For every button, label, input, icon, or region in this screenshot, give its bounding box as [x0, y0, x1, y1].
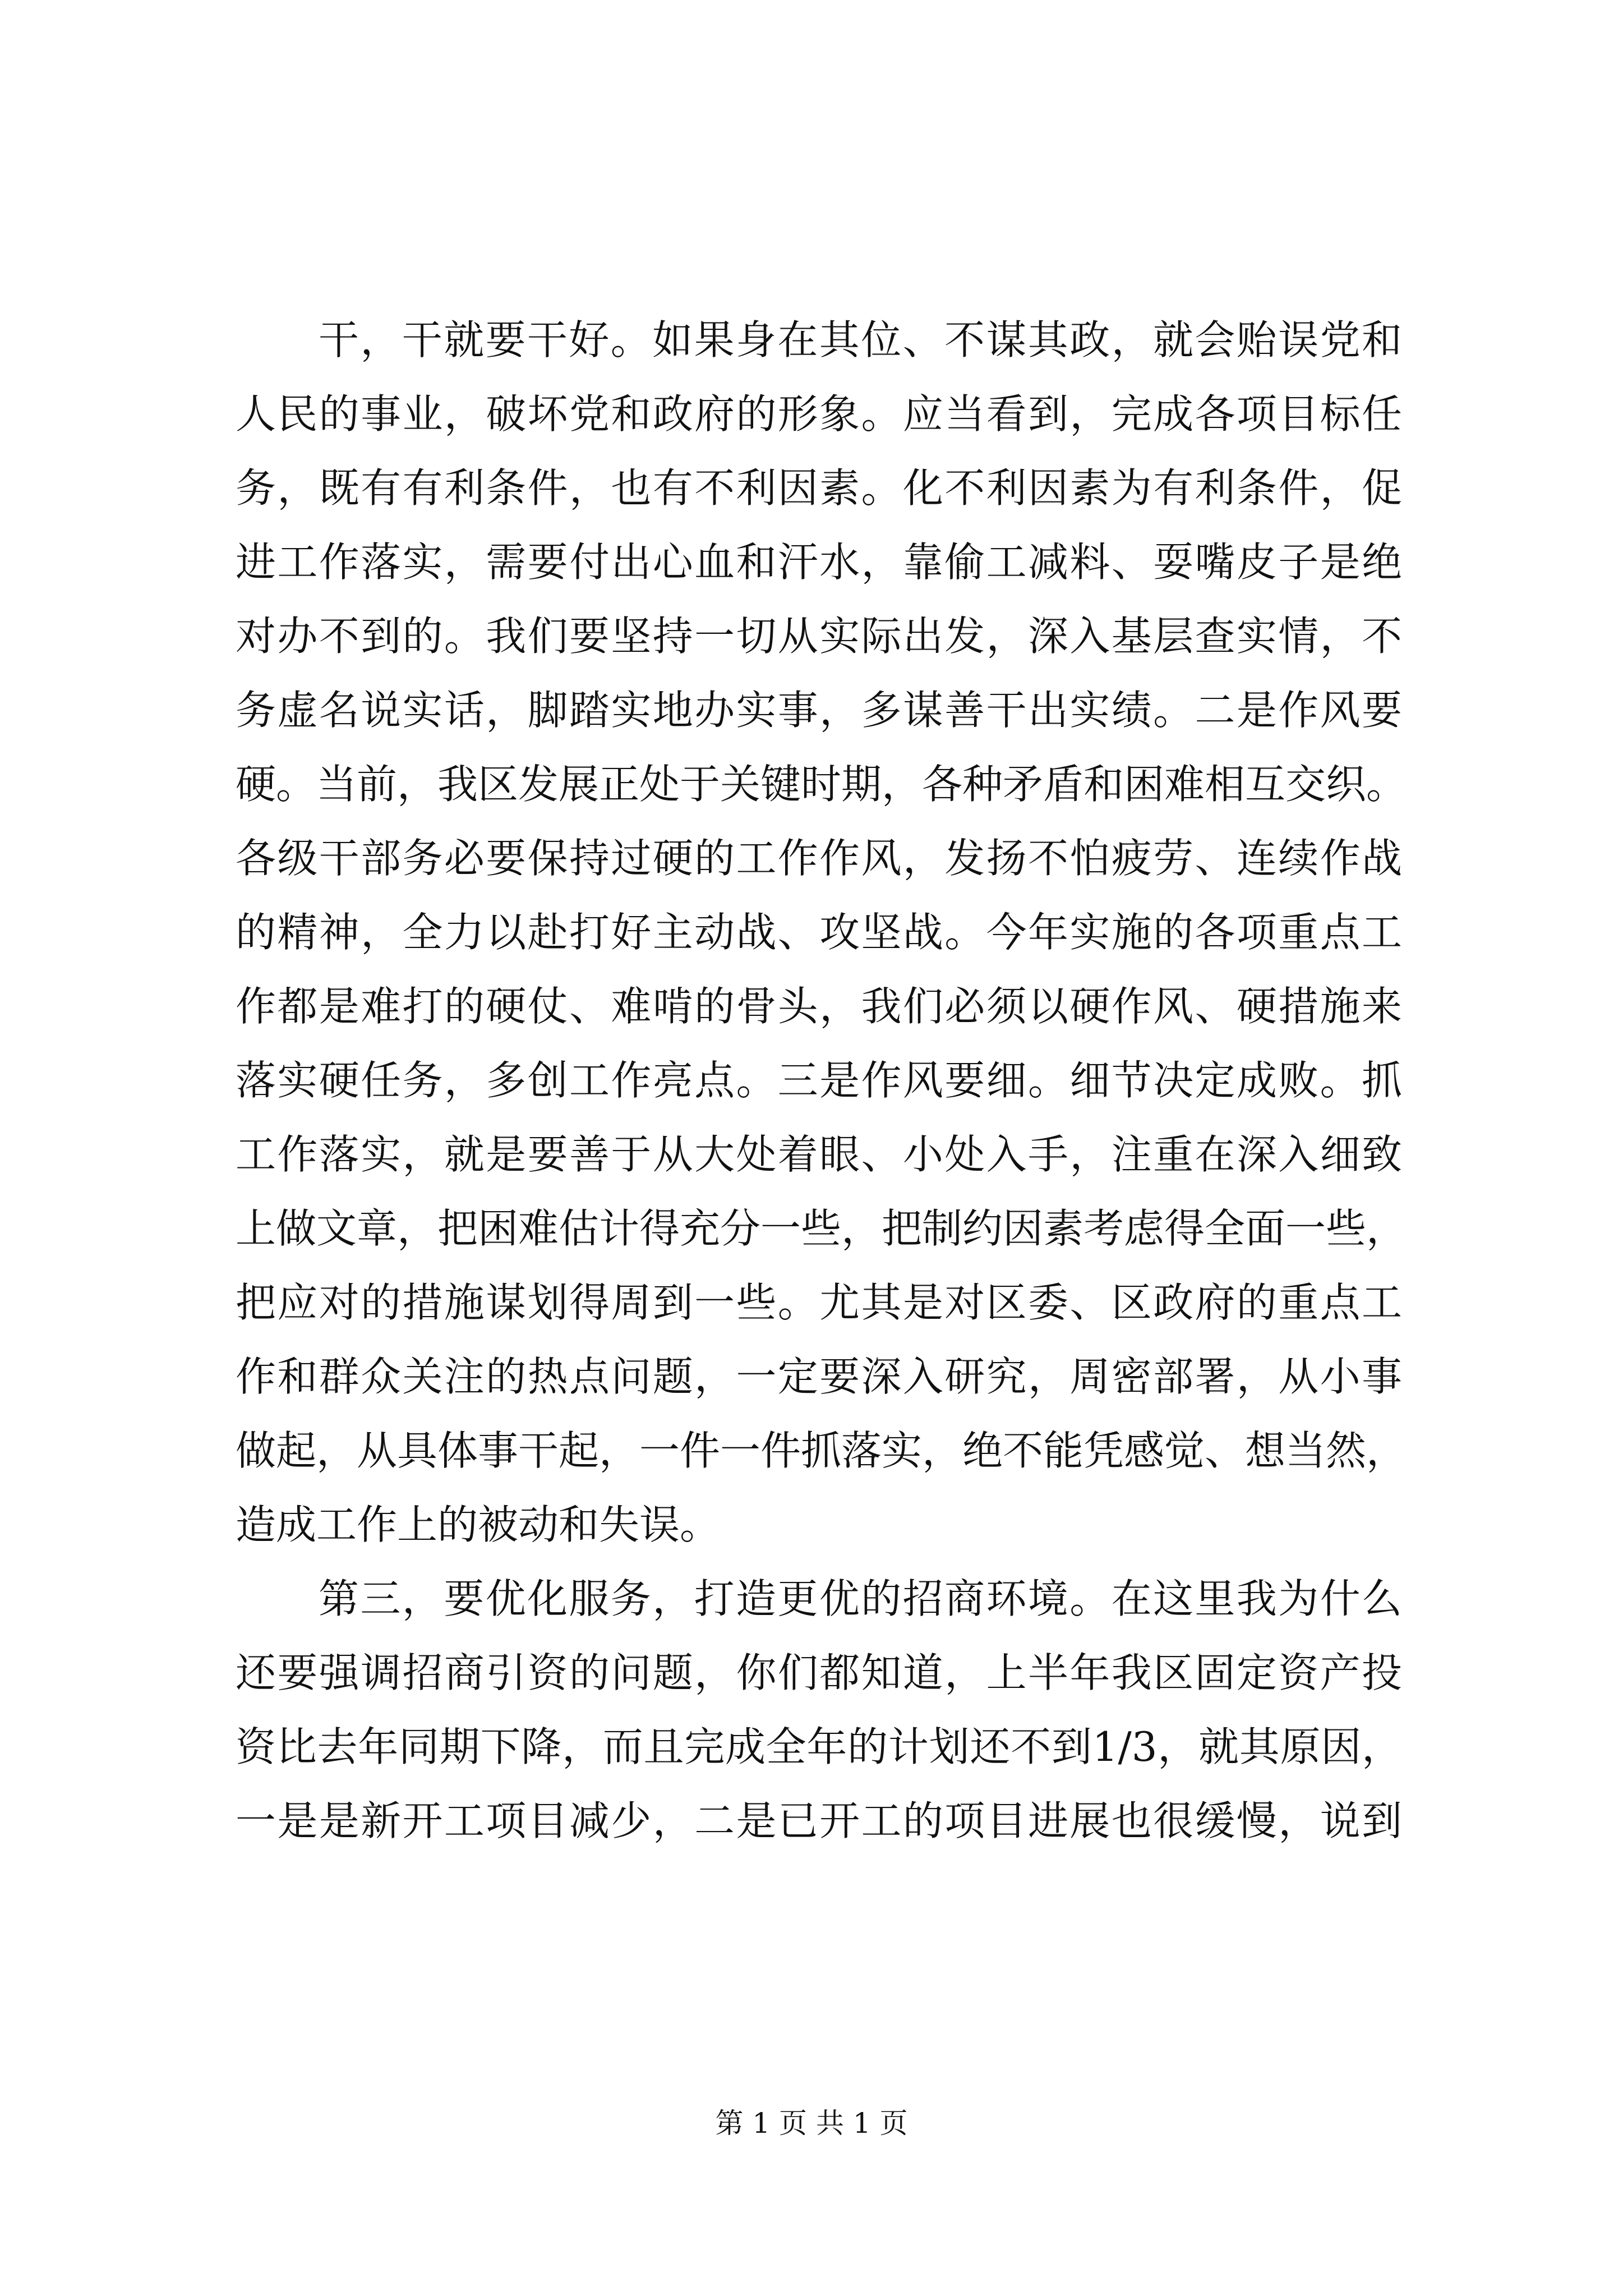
text-line: 做起，从具体事干起，一件一件抓落实，绝不能凭感觉、想当然， [236, 1427, 1407, 1474]
text-line: 上做文章，把困难估计得充分一些，把制约因素考虑得全面一些， [236, 1205, 1407, 1252]
text-line: 造成工作上的被动和失误。 [236, 1501, 721, 1548]
page-footer: 第 1 页 共 1 页 [715, 2107, 908, 2139]
text-line: 对办不到的。我们要坚持一切从实际出发，深入基层查实情，不 [236, 613, 1402, 660]
text-line: 一是是新开工项目减少，二是已开工的项目进展也很缓慢，说到 [236, 1797, 1402, 1844]
text-line: 硬。当前，我区发展正处于关键时期，各种矛盾和困难相互交织。 [236, 761, 1407, 808]
text-line: 作都是难打的硬仗、难啃的骨头，我们必须以硬作风、硬措施来 [236, 983, 1402, 1030]
text-line: 把应对的措施谋划得周到一些。尤其是对区委、区政府的重点工 [236, 1279, 1402, 1326]
text-line: 务虚名说实话，脚踏实地办实事，多谋善干出实绩。二是作风要 [236, 687, 1402, 734]
text-line: 干，干就要干好。如果身在其位、不谋其政，就会贻误党和 [319, 316, 1402, 364]
text-line: 人民的事业，破坏党和政府的形象。应当看到，完成各项目标任 [236, 390, 1402, 438]
body-text [236, 303, 1407, 1858]
text-line: 还要强调招商引资的问题，你们都知道，上半年我区固定资产投 [236, 1649, 1402, 1696]
text-line: 落实硬任务，多创工作亮点。三是作风要细。细节决定成败。抓 [236, 1057, 1402, 1104]
text-line: 进工作落实，需要付出心血和汗水，靠偷工减料、耍嘴皮子是绝 [236, 539, 1402, 586]
text-line: 资比去年同期下降，而且完成全年的计划还不到1/3，就其原因， [236, 1723, 1402, 1770]
text-line: 各级干部务必要保持过硬的工作作风，发扬不怕疲劳、连续作战 [236, 835, 1402, 882]
text-line: 作和群众关注的热点问题，一定要深入研究，周密部署，从小事 [236, 1353, 1402, 1400]
text-line: 的精神，全力以赴打好主动战、攻坚战。今年实施的各项重点工 [236, 909, 1402, 956]
text-line: 工作落实，就是要善于从大处着眼、小处入手，注重在深入细致 [236, 1131, 1402, 1178]
text-line: 第三，要优化服务，打造更优的招商环境。在这里我为什么 [319, 1575, 1402, 1622]
text-line: 务，既有有利条件，也有不利因素。化不利因素为有利条件，促 [236, 464, 1402, 512]
